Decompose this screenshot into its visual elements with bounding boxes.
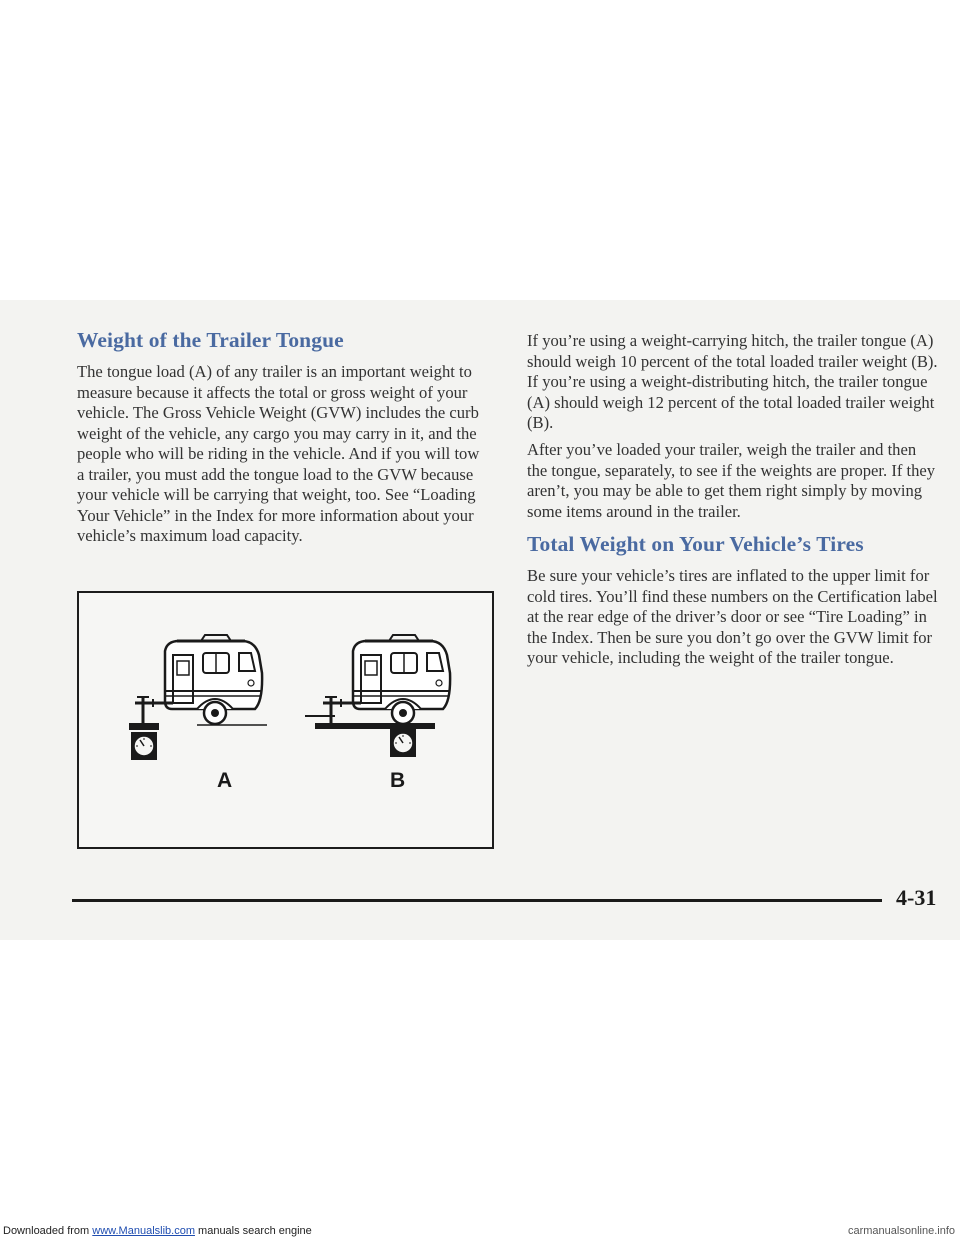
figure-label-b: B — [390, 769, 406, 792]
paragraph-tire-inflation: Be sure your vehicle’s tires are inflated to the upper limit for cold tires. You’ll find these numbers on the Certification label at the rear edge of the driver’s door or see “Tire Loading” in the Index. Then be sure you don’t go over the GVW limit for your vehicle, including the weight of the trailer tongue. — [527, 566, 938, 667]
footer-watermark: carmanualsonline.info — [847, 1225, 955, 1237]
trailer-weighing-figure — [77, 591, 494, 849]
manualslib-link[interactable]: www.Manualslib.com — [92, 1225, 195, 1237]
page-number: 4-31 — [896, 885, 937, 910]
footer-rule — [72, 899, 882, 902]
section-title-tire-weight: Total Weight on Your Vehicle’s Tires — [527, 532, 864, 556]
footer-source: Downloaded from www.Manualslib.com manuals search engine — [3, 1225, 312, 1237]
paragraph-hitch-weight: If you’re using a weight-carrying hitch, the trailer tongue (A) should weigh 10 percent of the total loaded trailer weight (B). If you’re using a weight-distributing hitch, the trailer tongue (A) should weigh 12 percent of the total loaded trailer weight (B). — [527, 331, 938, 432]
download-footer — [0, 1224, 960, 1242]
trailer-b-illustration — [305, 635, 450, 757]
trailer-illustration-svg — [79, 593, 492, 847]
figure-label-a: A — [217, 769, 233, 792]
paragraph-tongue-load: The tongue load (A) of any trailer is an important weight to measure because it affects the total or gross weight of your vehicle. The Gross Vehicle Weight (GVW) includes the curb weight of the vehicle, any cargo you may carry in it, and the people who will be riding in the vehicle. And if you will tow a trailer, you must add the tongue load to the GVW because your vehicle will be carrying that weight, too. See “Loading Your Vehicle” in the Index for more information about your vehicle’s maximum load capacity. — [77, 362, 480, 545]
trailer-a-illustration — [129, 635, 267, 760]
section-title-trailer-tongue: Weight of the Trailer Tongue — [77, 328, 344, 352]
paragraph-weigh-trailer: After you’ve loaded your trailer, weigh the trailer and then the tongue, separately, to see if the weights are proper. If they aren’t, you may be able to get them right simply by moving some items around in the trailer. — [527, 440, 936, 521]
